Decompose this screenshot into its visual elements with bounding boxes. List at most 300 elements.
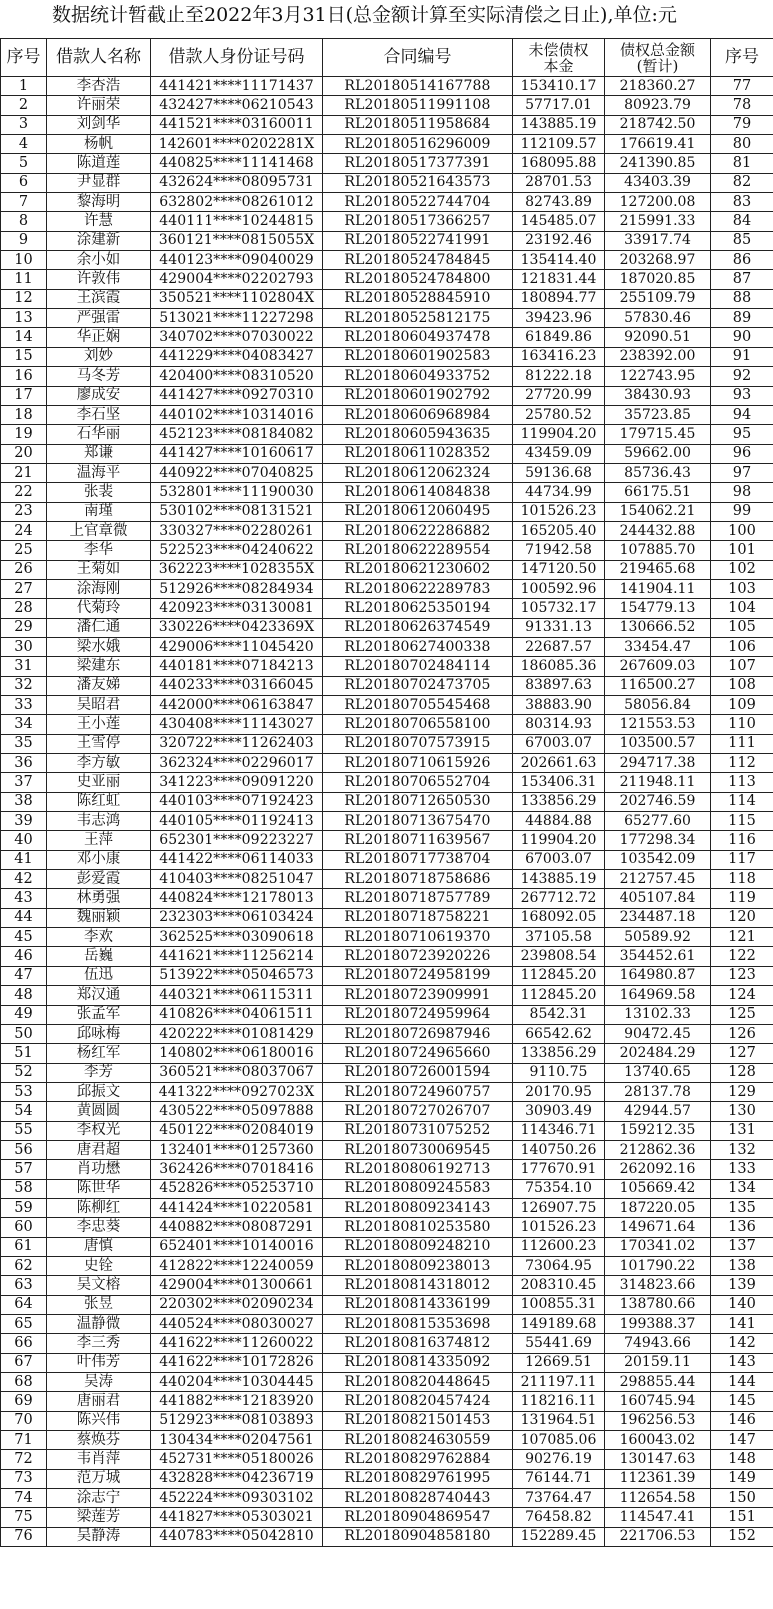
cell-total: 202746.59: [605, 792, 711, 811]
cell-name: 王菊如: [47, 560, 151, 579]
cell-seq-2: 133: [711, 1160, 773, 1179]
cell-id: 513922****05046573: [151, 966, 323, 985]
cell-name: 李杏浩: [47, 77, 151, 96]
cell-seq-2: 146: [711, 1411, 773, 1430]
cell-principal: 27720.99: [513, 386, 605, 405]
table-row: [1, 1218, 773, 1237]
cell-principal: 38883.90: [513, 696, 605, 715]
cell-id: 450122****02084019: [151, 1121, 323, 1140]
cell-seq: 46: [1, 947, 47, 966]
cell-total: 112654.58: [605, 1489, 711, 1508]
cell-name: 陈世华: [47, 1179, 151, 1198]
cell-total: 219465.68: [605, 560, 711, 579]
cell-seq: 73: [1, 1469, 47, 1488]
cell-seq-2: 120: [711, 908, 773, 927]
cell-seq: 61: [1, 1237, 47, 1256]
cell-seq: 43: [1, 889, 47, 908]
table-row: [1, 734, 773, 753]
cell-contract: RL20180724960757: [323, 1082, 513, 1101]
table-row: [1, 831, 773, 850]
cell-principal: 153410.17: [513, 77, 605, 96]
table-row: [1, 231, 773, 250]
cell-id: 441521****03160011: [151, 115, 323, 134]
cell-name: 陈兴伟: [47, 1411, 151, 1430]
cell-seq-2: 111: [711, 734, 773, 753]
cell-seq: 45: [1, 928, 47, 947]
cell-id: 440233****03166045: [151, 676, 323, 695]
cell-name: 彭爱霞: [47, 870, 151, 889]
cell-principal: 43459.09: [513, 444, 605, 463]
cell-name: 吴静涛: [47, 1527, 151, 1546]
cell-total: 107885.70: [605, 541, 711, 560]
cell-contract: RL20180611028352: [323, 444, 513, 463]
cell-seq-2: 134: [711, 1179, 773, 1198]
table-row: [1, 560, 773, 579]
table-row: [1, 502, 773, 521]
cell-name: 杨红军: [47, 1044, 151, 1063]
cell-total: 105669.42: [605, 1179, 711, 1198]
cell-principal: 71942.58: [513, 541, 605, 560]
cell-principal: 61849.86: [513, 328, 605, 347]
table-row: [1, 754, 773, 773]
cell-name: 史铨: [47, 1256, 151, 1275]
cell-seq-2: 82: [711, 173, 773, 192]
cell-principal: 126907.75: [513, 1198, 605, 1217]
cell-seq-2: 135: [711, 1198, 773, 1217]
cell-contract: RL20180614084838: [323, 483, 513, 502]
table-row: [1, 1276, 773, 1295]
cell-seq-2: 138: [711, 1256, 773, 1275]
table-row: [1, 812, 773, 831]
cell-name: 许敦伟: [47, 270, 151, 289]
cell-name: 刘妙: [47, 347, 151, 366]
cell-seq: 55: [1, 1121, 47, 1140]
table-row: [1, 1044, 773, 1063]
cell-id: 452123****08184082: [151, 425, 323, 444]
cell-seq-2: 86: [711, 251, 773, 270]
cell-seq: 51: [1, 1044, 47, 1063]
cell-principal: 22687.57: [513, 637, 605, 656]
cell-principal: 9110.75: [513, 1063, 605, 1082]
cell-contract: RL20180621230602: [323, 560, 513, 579]
table-row: [1, 1450, 773, 1469]
cell-principal: 112845.20: [513, 966, 605, 985]
cell-name: 李石坚: [47, 405, 151, 424]
cell-id: 441621****11256214: [151, 947, 323, 966]
cell-id: 440103****07192423: [151, 792, 323, 811]
cell-seq-2: 87: [711, 270, 773, 289]
cell-total: 196256.53: [605, 1411, 711, 1430]
cell-seq-2: 97: [711, 463, 773, 482]
cell-contract: RL20180724965660: [323, 1044, 513, 1063]
table-row: [1, 1431, 773, 1450]
header-principal-line2: 本金: [543, 56, 574, 75]
header-total: [605, 39, 711, 77]
cell-name: 涂志宁: [47, 1489, 151, 1508]
cell-id: 330226****0423369X: [151, 618, 323, 637]
cell-seq: 22: [1, 483, 47, 502]
cell-contract: RL20180904869547: [323, 1508, 513, 1527]
cell-principal: 57717.01: [513, 96, 605, 115]
cell-seq: 17: [1, 386, 47, 405]
cell-name: 王雪停: [47, 734, 151, 753]
table-row: [1, 618, 773, 637]
cell-seq-2: 123: [711, 966, 773, 985]
header-id: 借款人身份证号码: [151, 39, 323, 77]
cell-name: 郑汉通: [47, 986, 151, 1005]
cell-total: 177298.34: [605, 831, 711, 850]
cell-name: 王滨霞: [47, 289, 151, 308]
cell-name: 李三秀: [47, 1334, 151, 1353]
table-row: [1, 1198, 773, 1217]
cell-name: 代菊玲: [47, 599, 151, 618]
cell-seq: 11: [1, 270, 47, 289]
cell-contract: RL20180622289554: [323, 541, 513, 560]
cell-principal: 20170.95: [513, 1082, 605, 1101]
table-row: [1, 966, 773, 985]
cell-seq-2: 81: [711, 154, 773, 173]
cell-contract: RL20180627400338: [323, 637, 513, 656]
cell-principal: 75354.10: [513, 1179, 605, 1198]
cell-name: 邓小康: [47, 850, 151, 869]
cell-id: 362426****07018416: [151, 1160, 323, 1179]
cell-seq: 8: [1, 212, 47, 231]
cell-id: 512923****08103893: [151, 1411, 323, 1430]
cell-principal: 25780.52: [513, 405, 605, 424]
cell-contract: RL20180525812175: [323, 309, 513, 328]
cell-seq: 76: [1, 1527, 47, 1546]
cell-id: 440825****11141468: [151, 154, 323, 173]
cell-seq: 66: [1, 1334, 47, 1353]
cell-seq-2: 125: [711, 1005, 773, 1024]
cell-principal: 147120.50: [513, 560, 605, 579]
cell-seq: 40: [1, 831, 47, 850]
cell-id: 362223****1028355X: [151, 560, 323, 579]
cell-seq: 48: [1, 986, 47, 1005]
cell-seq: 72: [1, 1450, 47, 1469]
table-header: [1, 39, 773, 77]
cell-total: 149671.64: [605, 1218, 711, 1237]
table-row: [1, 115, 773, 134]
cell-total: 187220.05: [605, 1198, 711, 1217]
cell-contract: RL20180718758686: [323, 870, 513, 889]
cell-seq: 18: [1, 405, 47, 424]
cell-principal: 119904.20: [513, 425, 605, 444]
table-row: [1, 463, 773, 482]
cell-principal: 152289.45: [513, 1527, 605, 1546]
cell-contract: RL20180727026707: [323, 1102, 513, 1121]
cell-total: 43403.39: [605, 173, 711, 192]
cell-seq-2: 152: [711, 1527, 773, 1546]
table-row: [1, 193, 773, 212]
cell-contract: RL20180604937478: [323, 328, 513, 347]
cell-total: 13740.65: [605, 1063, 711, 1082]
cell-contract: RL20180524784845: [323, 251, 513, 270]
cell-total: 112361.39: [605, 1469, 711, 1488]
header-contract: 合同编号: [323, 39, 513, 77]
cell-total: 33917.74: [605, 231, 711, 250]
cell-contract: RL20180524784800: [323, 270, 513, 289]
cell-id: 360121****0815055X: [151, 231, 323, 250]
cell-principal: 39423.96: [513, 309, 605, 328]
cell-seq-2: 117: [711, 850, 773, 869]
cell-id: 512926****08284934: [151, 579, 323, 598]
table-row: [1, 1508, 773, 1527]
cell-principal: 180894.77: [513, 289, 605, 308]
cell-contract: RL20180625350194: [323, 599, 513, 618]
cell-seq-2: 113: [711, 773, 773, 792]
cell-id: 432427****06210543: [151, 96, 323, 115]
cell-id: 440922****07040825: [151, 463, 323, 482]
table-row: [1, 309, 773, 328]
cell-contract: RL20180809238013: [323, 1256, 513, 1275]
cell-id: 440181****07184213: [151, 657, 323, 676]
cell-seq-2: 102: [711, 560, 773, 579]
cell-contract: RL20180820448645: [323, 1373, 513, 1392]
cell-seq-2: 99: [711, 502, 773, 521]
table-row: [1, 1256, 773, 1275]
cell-id: 452224****09303102: [151, 1489, 323, 1508]
cell-id: 652301****09223227: [151, 831, 323, 850]
cell-contract: RL20180604933752: [323, 367, 513, 386]
cell-seq-2: 109: [711, 696, 773, 715]
cell-seq: 33: [1, 696, 47, 715]
cell-seq-2: 150: [711, 1489, 773, 1508]
table-row: [1, 657, 773, 676]
table-row: [1, 77, 773, 96]
cell-contract: RL20180814335092: [323, 1353, 513, 1372]
header-name: 借款人名称: [47, 39, 151, 77]
cell-seq-2: 124: [711, 986, 773, 1005]
cell-seq: 52: [1, 1063, 47, 1082]
cell-total: 122743.95: [605, 367, 711, 386]
cell-seq: 37: [1, 773, 47, 792]
cell-seq-2: 118: [711, 870, 773, 889]
cell-principal: 153406.31: [513, 773, 605, 792]
cell-seq-2: 130: [711, 1102, 773, 1121]
cell-total: 211948.11: [605, 773, 711, 792]
table-row: [1, 1489, 773, 1508]
cell-contract: RL20180730069545: [323, 1140, 513, 1159]
cell-total: 159212.35: [605, 1121, 711, 1140]
cell-total: 199388.37: [605, 1315, 711, 1334]
cell-id: 429004****02202793: [151, 270, 323, 289]
cell-name: 唐丽君: [47, 1392, 151, 1411]
cell-seq: 26: [1, 560, 47, 579]
cell-total: 80923.79: [605, 96, 711, 115]
cell-name: 杨帆: [47, 135, 151, 154]
table-row: [1, 96, 773, 115]
cell-id: 530102****08131521: [151, 502, 323, 521]
cell-name: 王萍: [47, 831, 151, 850]
table-row: [1, 928, 773, 947]
cell-seq: 15: [1, 347, 47, 366]
cell-contract: RL20180522741991: [323, 231, 513, 250]
cell-seq-2: 140: [711, 1295, 773, 1314]
cell-seq-2: 139: [711, 1276, 773, 1295]
cell-seq-2: 93: [711, 386, 773, 405]
cell-principal: 66542.62: [513, 1024, 605, 1043]
table-body: [1, 77, 773, 1547]
cell-seq-2: 132: [711, 1140, 773, 1159]
cell-seq: 69: [1, 1392, 47, 1411]
cell-name: 林勇强: [47, 889, 151, 908]
cell-seq: 64: [1, 1295, 47, 1314]
table-row: [1, 676, 773, 695]
cell-seq-2: 83: [711, 193, 773, 212]
cell-seq: 10: [1, 251, 47, 270]
cell-principal: 239808.54: [513, 947, 605, 966]
cell-total: 234487.18: [605, 908, 711, 927]
cell-name: 南瑾: [47, 502, 151, 521]
cell-name: 邱咏梅: [47, 1024, 151, 1043]
cell-total: 130666.52: [605, 618, 711, 637]
cell-principal: 143885.19: [513, 870, 605, 889]
cell-principal: 119904.20: [513, 831, 605, 850]
cell-total: 170341.02: [605, 1237, 711, 1256]
cell-name: 吴文榕: [47, 1276, 151, 1295]
cell-total: 160043.02: [605, 1431, 711, 1450]
cell-seq-2: 85: [711, 231, 773, 250]
table-row: [1, 173, 773, 192]
cell-id: 532801****11190030: [151, 483, 323, 502]
cell-seq-2: 98: [711, 483, 773, 502]
cell-id: 360521****08037067: [151, 1063, 323, 1082]
cell-name: 华正娴: [47, 328, 151, 347]
cell-total: 154779.13: [605, 599, 711, 618]
cell-contract: RL20180723909991: [323, 986, 513, 1005]
cell-seq: 19: [1, 425, 47, 444]
cell-name: 唐慎: [47, 1237, 151, 1256]
cell-seq: 56: [1, 1140, 47, 1159]
cell-principal: 82743.89: [513, 193, 605, 212]
cell-id: 441882****12183920: [151, 1392, 323, 1411]
cell-id: 430522****05097888: [151, 1102, 323, 1121]
cell-id: 440882****08087291: [151, 1218, 323, 1237]
cell-contract: RL20180821501453: [323, 1411, 513, 1430]
cell-principal: 107085.06: [513, 1431, 605, 1450]
table-row: [1, 792, 773, 811]
cell-principal: 168095.88: [513, 154, 605, 173]
cell-contract: RL20180706552704: [323, 773, 513, 792]
cell-id: 632802****08261012: [151, 193, 323, 212]
cell-seq-2: 103: [711, 579, 773, 598]
cell-seq: 28: [1, 599, 47, 618]
cell-seq: 36: [1, 754, 47, 773]
cell-contract: RL20180705545468: [323, 696, 513, 715]
cell-principal: 165205.40: [513, 521, 605, 540]
cell-seq: 63: [1, 1276, 47, 1295]
cell-seq-2: 88: [711, 289, 773, 308]
cell-name: 陈柳红: [47, 1198, 151, 1217]
cell-total: 164980.87: [605, 966, 711, 985]
cell-contract: RL20180717738704: [323, 850, 513, 869]
cell-seq-2: 108: [711, 676, 773, 695]
cell-seq-2: 110: [711, 715, 773, 734]
cell-name: 陈道莲: [47, 154, 151, 173]
cell-seq: 44: [1, 908, 47, 927]
cell-contract: RL20180829762884: [323, 1450, 513, 1469]
cell-seq-2: 101: [711, 541, 773, 560]
cell-principal: 73764.47: [513, 1489, 605, 1508]
cell-seq: 65: [1, 1315, 47, 1334]
cell-id: 440321****06115311: [151, 986, 323, 1005]
cell-total: 90472.45: [605, 1024, 711, 1043]
cell-id: 522523****04240622: [151, 541, 323, 560]
cell-id: 142601****0202281X: [151, 135, 323, 154]
cell-seq-2: 112: [711, 754, 773, 773]
cell-name: 涂建新: [47, 231, 151, 250]
cell-principal: 100855.31: [513, 1295, 605, 1314]
cell-principal: 76458.82: [513, 1508, 605, 1527]
table-row: [1, 1527, 773, 1546]
cell-id: 441622****11260022: [151, 1334, 323, 1353]
cell-total: 203268.97: [605, 251, 711, 270]
cell-principal: 202661.63: [513, 754, 605, 773]
cell-id: 420923****03130081: [151, 599, 323, 618]
cell-contract: RL20180622289783: [323, 579, 513, 598]
cell-contract: RL20180605943635: [323, 425, 513, 444]
cell-contract: RL20180514167788: [323, 77, 513, 96]
cell-principal: 67003.07: [513, 850, 605, 869]
table-row: [1, 425, 773, 444]
cell-total: 57830.46: [605, 309, 711, 328]
cell-seq-2: 148: [711, 1450, 773, 1469]
cell-seq: 47: [1, 966, 47, 985]
table-row: [1, 444, 773, 463]
cell-principal: 211197.11: [513, 1373, 605, 1392]
cell-total: 65277.60: [605, 812, 711, 831]
cell-total: 238392.00: [605, 347, 711, 366]
cell-total: 212757.45: [605, 870, 711, 889]
cell-id: 412822****12240059: [151, 1256, 323, 1275]
cell-contract: RL20180806192713: [323, 1160, 513, 1179]
cell-total: 33454.47: [605, 637, 711, 656]
cell-seq: 74: [1, 1489, 47, 1508]
cell-id: 430408****11143027: [151, 715, 323, 734]
cell-total: 138780.66: [605, 1295, 711, 1314]
cell-name: 廖成安: [47, 386, 151, 405]
cell-principal: 208310.45: [513, 1276, 605, 1295]
cell-name: 李权光: [47, 1121, 151, 1140]
table-row: [1, 1160, 773, 1179]
cell-seq: 30: [1, 637, 47, 656]
cell-contract: RL20180809245583: [323, 1179, 513, 1198]
cell-id: 429006****11045420: [151, 637, 323, 656]
cell-total: 187020.85: [605, 270, 711, 289]
cell-contract: RL20180517377391: [323, 154, 513, 173]
cell-name: 严强雷: [47, 309, 151, 328]
cell-total: 176619.41: [605, 135, 711, 154]
cell-seq-2: 96: [711, 444, 773, 463]
cell-id: 513021****11227298: [151, 309, 323, 328]
cell-contract: RL20180824630559: [323, 1431, 513, 1450]
cell-name: 张裴: [47, 483, 151, 502]
table-row: [1, 328, 773, 347]
cell-name: 李欢: [47, 928, 151, 947]
table-row: [1, 405, 773, 424]
cell-total: 127200.08: [605, 193, 711, 212]
cell-principal: 133856.29: [513, 792, 605, 811]
header-seq-2: 序号: [711, 39, 773, 77]
cell-seq: 32: [1, 676, 47, 695]
cell-contract: RL20180820457424: [323, 1392, 513, 1411]
table-row: [1, 347, 773, 366]
cell-total: 130147.63: [605, 1450, 711, 1469]
cell-id: 432624****08095731: [151, 173, 323, 192]
table-row: [1, 1082, 773, 1101]
cell-total: 28137.78: [605, 1082, 711, 1101]
